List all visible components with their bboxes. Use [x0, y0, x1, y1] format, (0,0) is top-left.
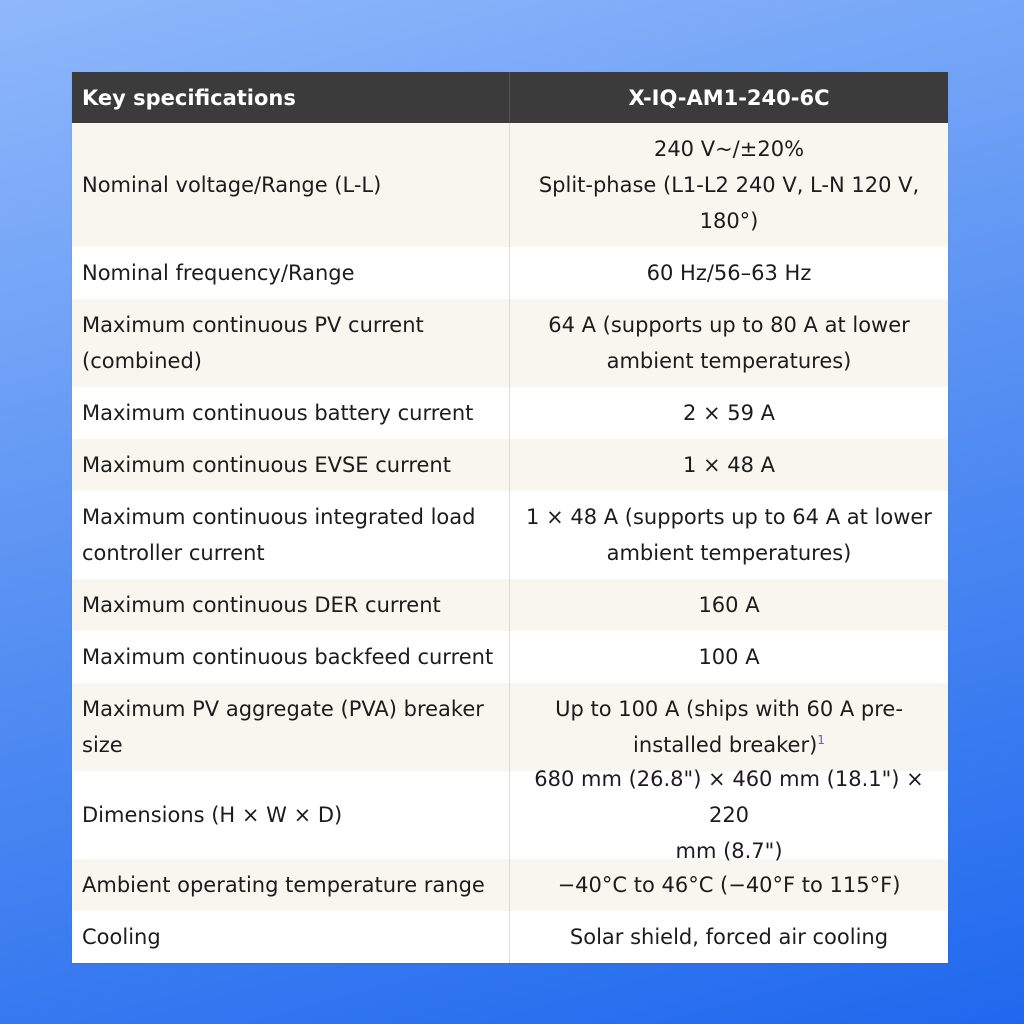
spec-label: Maximum continuous PV current (combined) — [72, 299, 510, 387]
spec-value: 64 A (supports up to 80 A at lower ambient temperatures) — [548, 313, 910, 373]
spec-value: 680 mm (26.8") × 460 mm (18.1") × 220 mm (8.7") — [534, 767, 924, 863]
table-row — [72, 439, 948, 491]
spec-label: Maximum continuous integrated load controller current — [72, 491, 510, 579]
table-row — [72, 859, 948, 911]
spec-label: Maximum continuous EVSE current — [72, 439, 510, 491]
spec-value: 100 A — [698, 645, 760, 669]
table-row — [72, 767, 948, 863]
spec-label: Nominal voltage/Range (L-L) — [72, 123, 510, 247]
spec-label: Maximum PV aggregate (PVA) breaker size — [72, 683, 510, 771]
spec-label: Dimensions (H × W × D) — [72, 771, 510, 859]
table-row — [72, 299, 948, 387]
spec-label: Ambient operating temperature range — [72, 859, 510, 911]
spec-label: Maximum continuous battery current — [72, 387, 510, 439]
table-row — [72, 911, 948, 963]
spec-value: 160 A — [698, 593, 760, 617]
table-row — [72, 387, 948, 439]
table-row — [72, 123, 948, 247]
spec-value: 240 V~/±20% Split-phase (L1-L2 240 V, L-N 120 V, 180°) — [538, 137, 920, 233]
spec-label: Cooling — [72, 911, 510, 963]
footnote-marker: 1 — [817, 733, 825, 747]
specifications-table — [72, 72, 948, 963]
table-row — [72, 631, 948, 683]
table-header-row — [72, 72, 948, 123]
spec-value: 1 × 48 A (supports up to 64 A at lower ambient temperatures) — [526, 505, 932, 565]
spec-label: Maximum continuous backfeed current — [72, 631, 510, 683]
spec-value: Solar shield, forced air cooling — [569, 925, 889, 949]
spec-label: Maximum continuous DER current — [72, 579, 510, 631]
header-label: Key specifications — [72, 72, 510, 123]
table-row — [72, 491, 948, 579]
spec-value: Up to 100 A (ships with 60 A pre- installed breaker)$^1$ — [555, 697, 903, 757]
spec-value: 1 × 48 A — [682, 453, 776, 477]
spec-value: 60 Hz/56–63 Hz — [646, 261, 812, 285]
spec-value: 2 × 59 A — [682, 401, 776, 425]
table-row — [72, 579, 948, 631]
spec-label: Nominal frequency/Range — [72, 247, 510, 299]
header-model: X-IQ-AM1-240-6C — [628, 85, 830, 110]
spec-value: −40°C to 46°C (−40°F to 115°F) — [557, 873, 901, 897]
table-row — [72, 247, 948, 299]
table-row — [72, 683, 948, 771]
